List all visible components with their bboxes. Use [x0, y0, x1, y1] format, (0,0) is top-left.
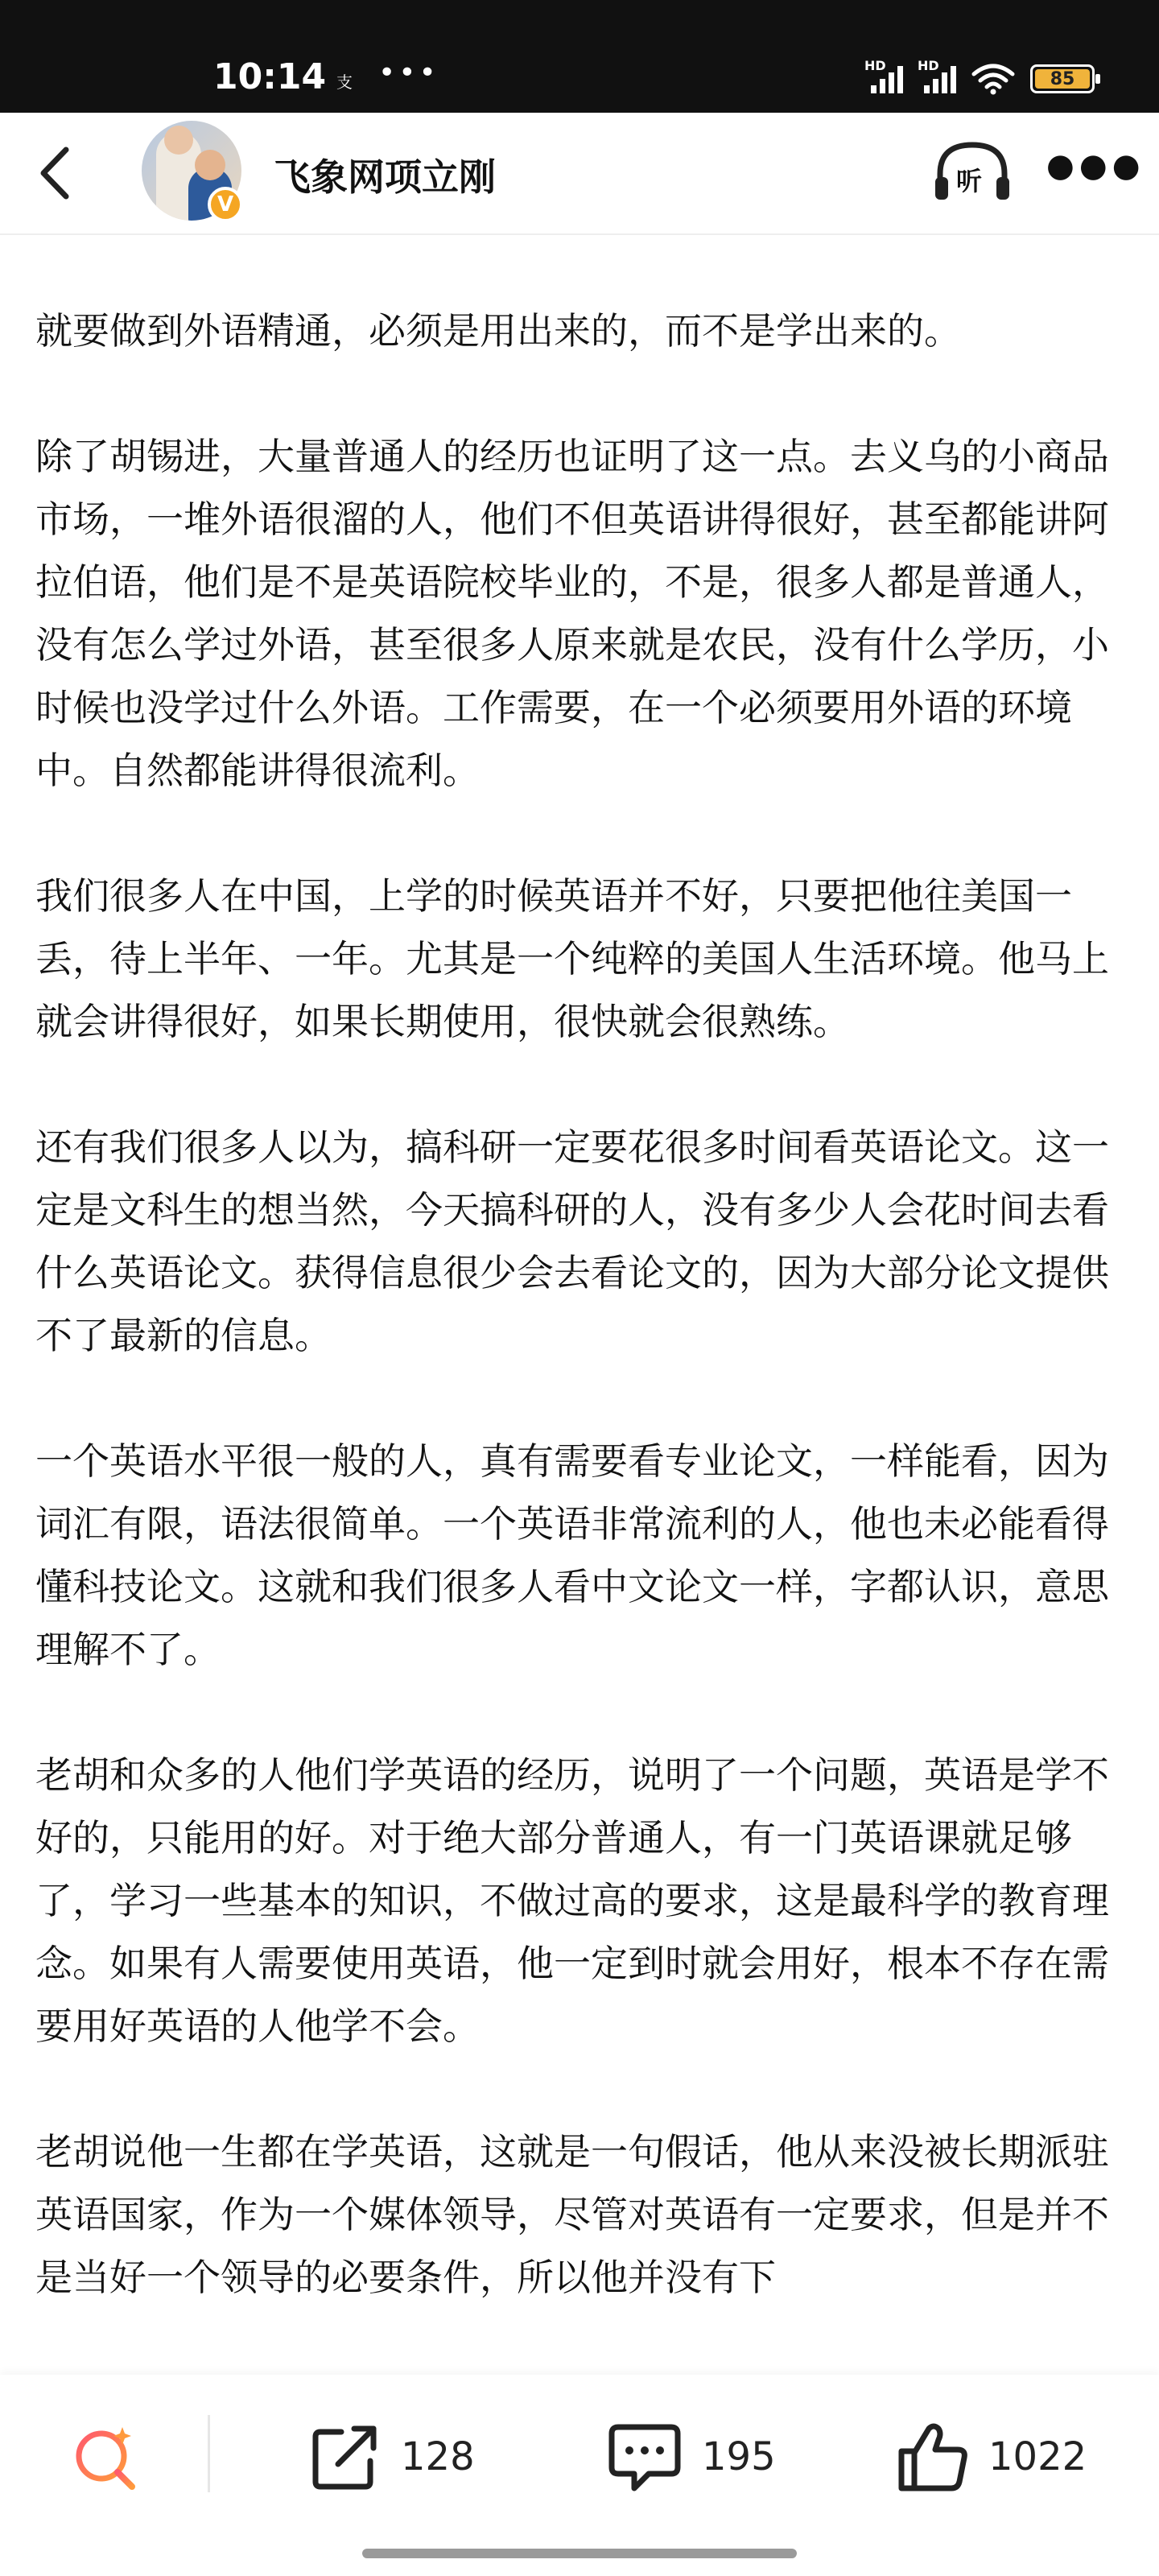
status-icons: [864, 58, 1095, 97]
comment-icon: [607, 2421, 683, 2493]
author-name[interactable]: 飞象网项立刚: [274, 155, 496, 199]
thumbs-up-icon: [897, 2421, 969, 2493]
article-paragraph: 一个英语水平很一般的人，真有需要看专业论文，一样能看，因为词汇有限，语法很简单。一个英语非常流利的人，他也未必能看得懂科技论文。这就和我们很多人看中文论文一样，字都认识，意思理解不了。: [35, 1439, 1109, 1671]
article-paragraph: 老胡和众多的人他们学英语的经历，说明了一个问题，英语是学不好的，只能用的好。对于绝大部分普通人，有一门英语课就足够了，学习一些基本的知识，不做过高的要求，这是最科学的教育理念。如果有人需要使用英语，他一定到时就会用好，根本不存在需要用好英语的人他学不会。: [35, 1753, 1109, 2048]
article-paragraph: 就要做到外语精通，必须是用出来的，而不是学出来的。: [35, 309, 961, 353]
toolbar-divider: [208, 2415, 210, 2492]
status-app-indicator: 支: [336, 72, 353, 92]
signal-2-label: HD: [918, 58, 939, 73]
listen-button[interactable]: [932, 140, 1013, 204]
article-body: [35, 299, 1130, 2372]
bottom-toolbar: [0, 2375, 1159, 2576]
article-paragraph: 还有我们很多人以为，搞科研一定要花很多时间看英语论文。这一定是文科生的想当然，今天搞科研的人，没有多少人会花时间去看什么英语论文。获得信息很少会去看论文的，因为大部分论文提供不了最新的信息。: [35, 1125, 1109, 1357]
more-options-icon[interactable]: ●●●: [1046, 147, 1145, 184]
status-more-indicator: •••: [378, 56, 439, 89]
signal-1-label: HD: [864, 58, 886, 73]
home-indicator[interactable]: [362, 2549, 797, 2558]
signal-1-icon: [864, 58, 903, 93]
search-icon: [69, 2421, 142, 2493]
comment-count: 195: [702, 2434, 776, 2479]
status-bar: [0, 0, 1159, 113]
verified-badge: V: [208, 187, 243, 222]
share-count: 128: [401, 2434, 475, 2479]
status-time: 10:14: [213, 56, 327, 97]
like-count: 1022: [988, 2434, 1087, 2479]
back-icon[interactable]: [32, 145, 80, 201]
battery-level: 85: [1035, 69, 1090, 89]
wifi-icon: [971, 63, 1016, 95]
article-paragraph: 老胡说他一生都在学英语，这就是一句假话，他从来没被长期派驻英语国家，作为一个媒体领导，尽管对英语有一定要求，但是并不是当好一个领导的必要条件，所以他并没有下: [35, 2130, 1109, 2299]
battery-icon: [1030, 64, 1095, 93]
share-button[interactable]: [309, 2417, 475, 2497]
search-button[interactable]: [69, 2417, 142, 2497]
listen-label: 听: [956, 166, 983, 196]
article-header: [0, 113, 1159, 235]
comment-button[interactable]: [607, 2417, 776, 2497]
article-paragraph: 我们很多人在中国，上学的时候英语并不好，只要把他往美国一丢，待上半年、一年。尤其是一个纯粹的美国人生活环境。他马上就会讲得很好，如果长期使用，很快就会很熟练。: [35, 874, 1109, 1043]
article-paragraph: 除了胡锡进，大量普通人的经历也证明了这一点。去义乌的小商品市场，一堆外语很溜的人，他们不但英语讲得很好，甚至都能讲阿拉伯语，他们是不是英语院校毕业的，不是，很多人都是普通人，没有怎么学过外语，甚至很多人原来就是农民，没有什么学历，小时候也没学过什么外语。工作需要，在一个必须要用外语的环境中。自然都能讲得很流利。: [35, 435, 1109, 792]
share-icon: [309, 2421, 382, 2493]
signal-2-icon: [918, 58, 956, 93]
like-button[interactable]: [897, 2417, 1087, 2497]
